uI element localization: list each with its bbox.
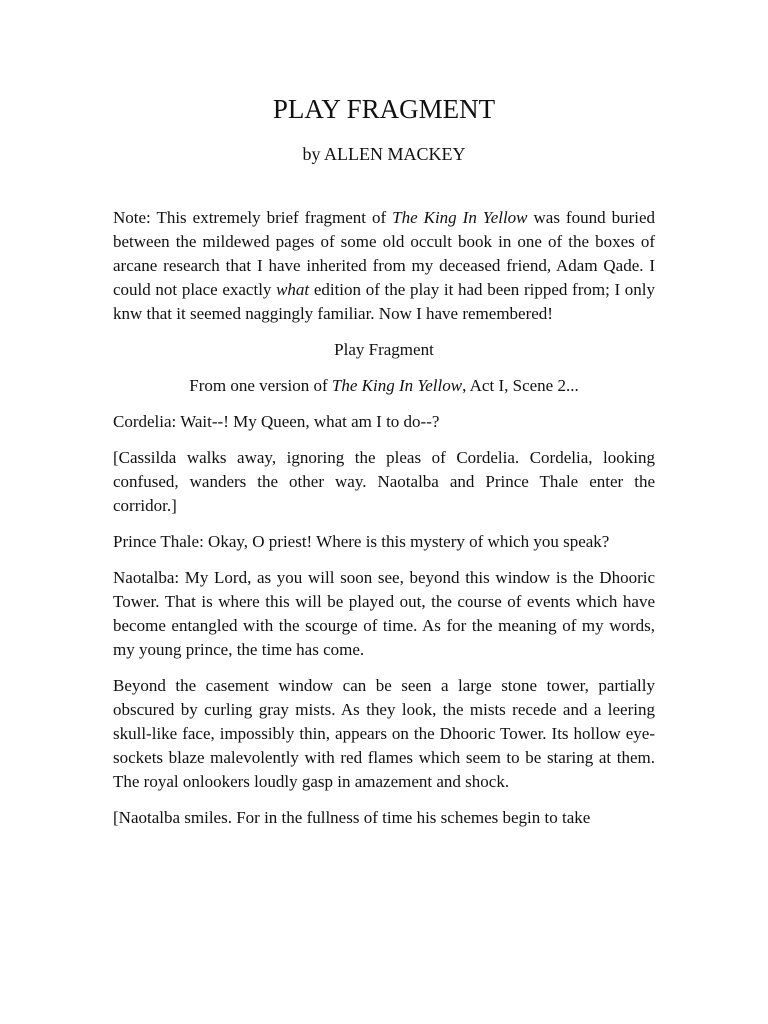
version-text-1: From one version of bbox=[189, 376, 332, 395]
section-heading: Play Fragment bbox=[334, 340, 434, 359]
note-title-italic: The King In Yellow bbox=[392, 208, 528, 227]
dialogue-cordelia: Cordelia: Wait--! My Queen, what am I to do--? bbox=[113, 412, 440, 431]
version-title-italic: The King In Yellow bbox=[331, 376, 463, 395]
document-title: PLAY FRAGMENT bbox=[272, 94, 496, 124]
note-text-2: was found buried between the mildewed pages of some old occult book in one of the boxes of arcane research that I have inherited from my deceased friend, Adam Qade. I could not place exactly bbox=[113, 208, 655, 299]
version-text-2: , Act I, Scene 2... bbox=[462, 376, 579, 395]
note-text-1: Note: This extremely brief fragment of bbox=[113, 208, 393, 227]
editor-note bbox=[113, 206, 655, 326]
note-emphasis-what: what bbox=[276, 280, 310, 299]
dialogue-prince-thale: Prince Thale: Okay, O priest! Where is this mystery of which you speak? bbox=[113, 532, 610, 551]
version-line bbox=[113, 374, 655, 398]
narrative-paragraph: Beyond the casement window can be seen a large stone tower, partially obscured by curling gray mists. As they look, the mists recede and a leering skull-like face, impossibly thin, appears on the Dhooric Tower. Its hollow eye-sockets blaze malevolently with red flames which seem to be staring at them. The royal onlookers loudly gasp in amazement and shock. bbox=[113, 676, 655, 791]
document-page bbox=[113, 92, 655, 842]
author-byline: by ALLEN MACKEY bbox=[302, 144, 466, 164]
note-text-3: edition of the play it had been ripped from; I only knw that it seemed naggingly familiar. Now I have remembered! bbox=[113, 280, 656, 323]
stage-direction-1: [Cassilda walks away, ignoring the pleas of Cordelia. Cordelia, looking confused, wanders the other way. Naotalba and Prince Thale enter the corridor.] bbox=[113, 448, 655, 515]
dialogue-naotalba: Naotalba: My Lord, as you will soon see, beyond this window is the Dhooric Tower. That is where this will be played out, the course of events which have become entangled with the scourge of time. As for the meaning of my words, my young prince, the time has come. bbox=[113, 568, 655, 659]
stage-direction-2: [Naotalba smiles. For in the fullness of time his schemes begin to take bbox=[113, 808, 591, 827]
